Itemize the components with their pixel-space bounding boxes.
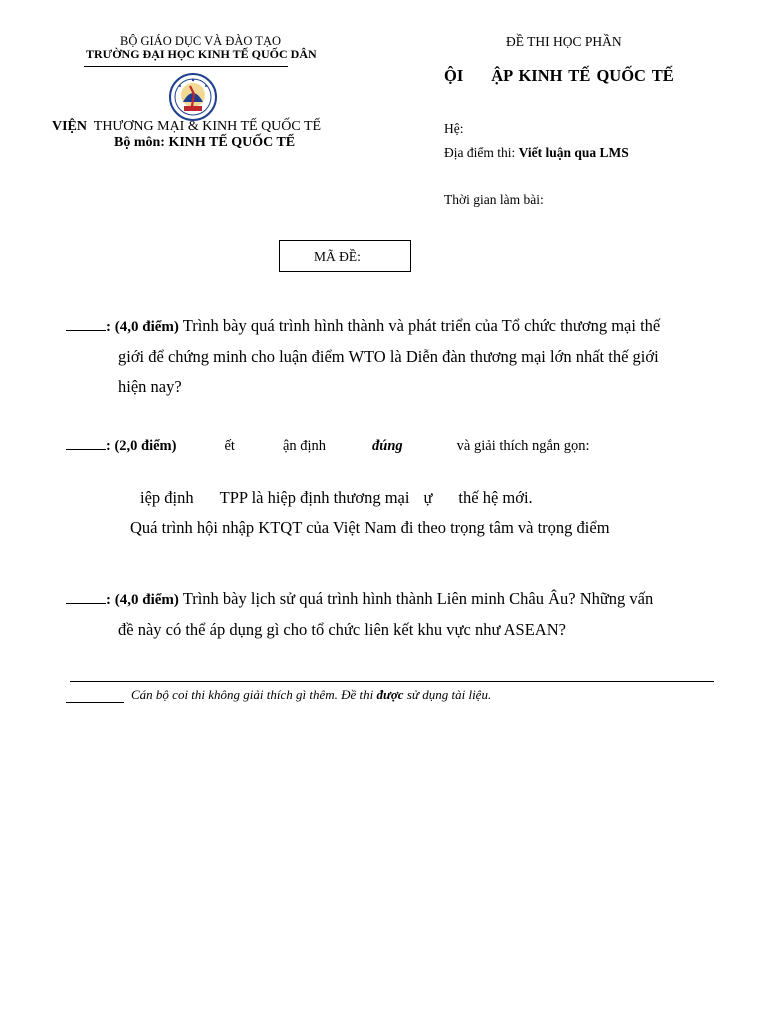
exam-code-box xyxy=(279,240,411,272)
course-title-part2: ẬP KINH TẾ QUỐC TẾ xyxy=(491,66,674,85)
footer-note-part1: Cán bộ coi thi không giải thích gì thêm. Đề thi xyxy=(131,687,377,702)
location-label: Địa điểm thi: xyxy=(444,145,516,160)
location-value: Viết luận qua LMS xyxy=(518,145,629,160)
question-1-line2: giới để chứng minh cho luận điểm WTO là Diễn đàn thương mại lớn nhất thế giới xyxy=(118,347,659,366)
question-1-line3: hiện nay? xyxy=(118,377,182,396)
exam-label: ĐỀ THI HỌC PHẦN xyxy=(506,34,622,49)
institute-prefix: VIỆN xyxy=(52,119,88,134)
course-title xyxy=(444,66,674,86)
question-2 xyxy=(66,431,726,461)
university-seal-icon xyxy=(168,72,218,122)
footer-divider xyxy=(70,681,714,682)
department-name: Bộ môn: KINH TẾ QUỐC TẾ xyxy=(114,135,296,150)
question-3 xyxy=(66,584,726,645)
ministry-name: BỘ GIÁO DỤC VÀ ĐÀO TẠO xyxy=(120,34,281,48)
question-2-fragment-2: ận định xyxy=(282,438,327,454)
university-underline xyxy=(84,66,288,67)
question-1 xyxy=(66,311,726,402)
system-label: Hệ: xyxy=(444,121,464,136)
university-name: TRƯỜNG ĐẠI HỌC KINH TẾ QUỐC DÂN xyxy=(86,47,317,61)
exam-code-label: MÃ ĐỀ: xyxy=(314,249,361,264)
institute-name xyxy=(52,119,321,135)
footer-note xyxy=(131,687,491,703)
question-1-line1: Trình bày quá trình hình thành và phát triển của Tổ chức thương mại thế xyxy=(178,316,661,335)
footer-note-bold: được xyxy=(376,687,404,702)
exam-location xyxy=(444,145,629,161)
question-number-blank xyxy=(66,434,106,450)
institute-rest: THƯƠNG MẠI & KINH TẾ QUỐC TẾ xyxy=(93,119,322,134)
question-2-fragment-4: và giải thích ngắn gọn: xyxy=(456,438,590,454)
question-3-line2: đề này có thể áp dụng gì cho tổ chức liên kết khu vực như ASEAN? xyxy=(118,620,566,639)
question-3-points: : (4,0 điểm) xyxy=(106,592,179,608)
duration-label: Thời gian làm bài: xyxy=(444,192,544,207)
footer-blank-line xyxy=(66,702,124,703)
question-2-fragment-1: ết xyxy=(224,438,235,454)
question-number-blank xyxy=(66,315,106,331)
question-3-line1: Trình bày lịch sử quá trình hình thành Liên minh Châu Âu? Những vấn xyxy=(178,589,654,608)
question-2-statement-a xyxy=(140,488,533,508)
course-title-part1: ỘI xyxy=(444,66,464,85)
question-2-fragment-3: đúng xyxy=(372,438,403,454)
question-number-blank xyxy=(66,588,106,604)
question-1-points: : (4,0 điểm) xyxy=(106,319,179,335)
question-2-points: : (2,0 điểm) xyxy=(106,438,177,454)
statement-a-part1: iệp định xyxy=(140,488,194,507)
question-2-statement-b: Quá trình hội nhập KTQT của Việt Nam đi theo trọng tâm và trọng điểm xyxy=(130,518,610,537)
footer-note-part2: sử dụng tài liệu. xyxy=(403,687,492,702)
statement-a-part2: TPP là hiệp định thương mại xyxy=(219,488,410,507)
statement-a-part4: thế hệ mới. xyxy=(458,488,533,507)
statement-a-part3: ự xyxy=(423,488,433,507)
